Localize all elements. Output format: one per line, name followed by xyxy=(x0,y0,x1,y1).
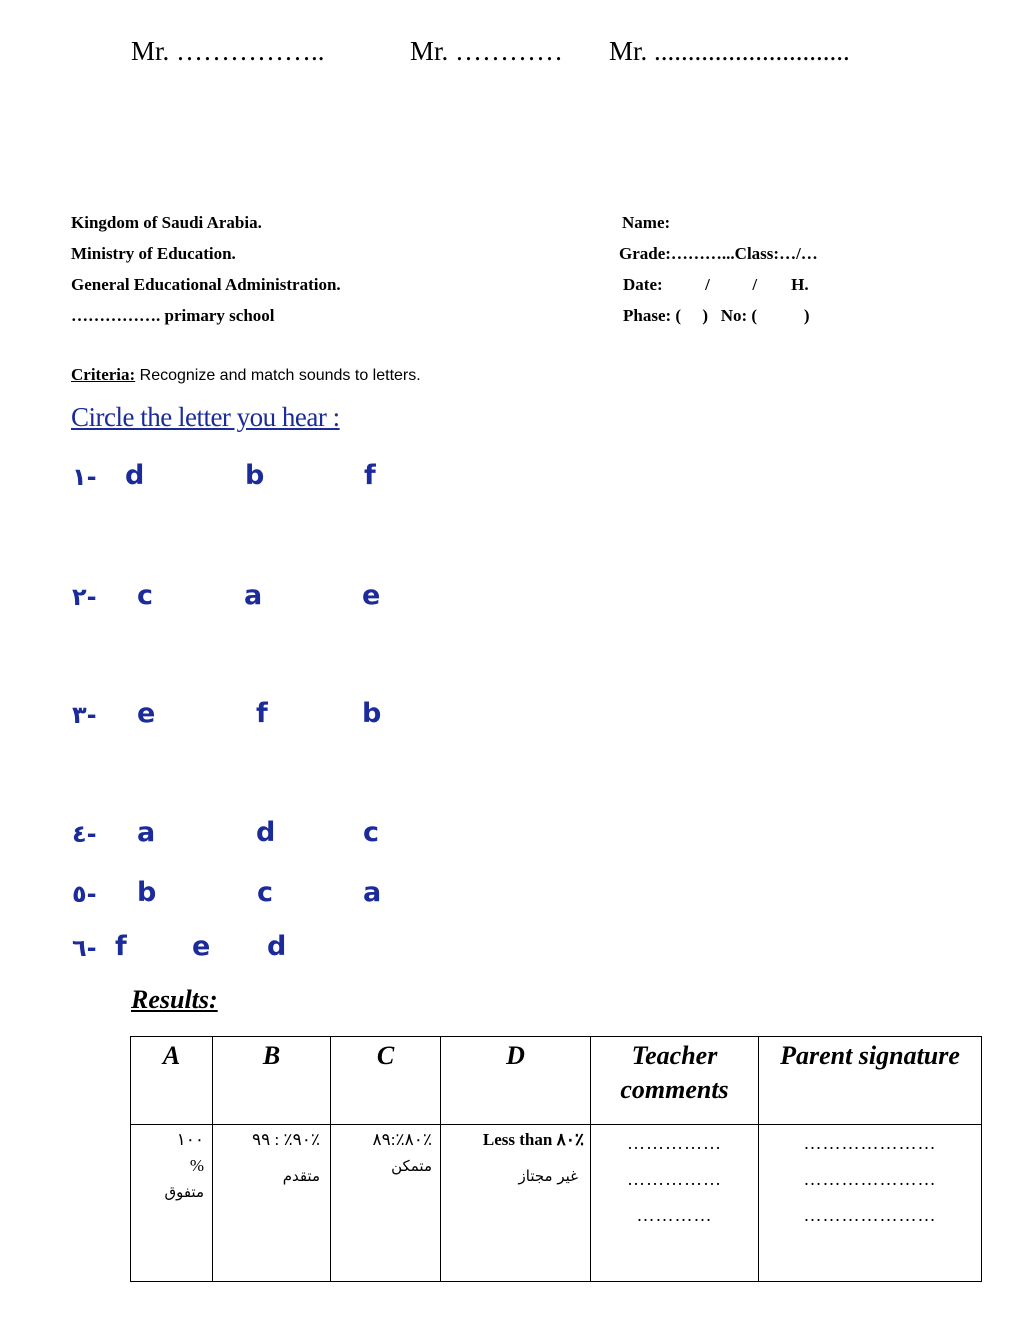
header-c: C xyxy=(331,1037,441,1125)
grade-a-value: ١٠٠ xyxy=(176,1130,204,1149)
header-teacher-comments: Teacher comments xyxy=(591,1037,759,1125)
name-field: Name: xyxy=(622,213,671,232)
grade-b-label: متقدم xyxy=(282,1167,320,1185)
q2-option-2[interactable]: a xyxy=(244,580,263,611)
grade-b-cell xyxy=(213,1125,331,1282)
results-header-row xyxy=(131,1037,982,1125)
q3-option-3[interactable]: b xyxy=(362,698,382,729)
question-number-2: ٢- xyxy=(72,583,97,611)
grade-d-cell xyxy=(441,1125,591,1282)
q1-option-1[interactable]: d xyxy=(125,460,145,491)
grade-a-cell xyxy=(131,1125,213,1282)
question-number-6: ٦- xyxy=(72,934,97,962)
criteria-label: Criteria: xyxy=(71,365,136,384)
grade-b-range: ٩٠٪ : ٩٩٪ xyxy=(251,1130,320,1149)
q6-option-3[interactable]: d xyxy=(267,931,287,962)
parent-signature-line-3: ………………… xyxy=(803,1205,937,1225)
header-ministry: Ministry of Education. xyxy=(71,244,236,263)
parent-signature-cell[interactable] xyxy=(759,1125,982,1282)
q5-option-2[interactable]: c xyxy=(257,877,274,908)
signature-1: Mr. …………….. xyxy=(131,36,325,66)
question-number-1: ١- xyxy=(72,463,97,491)
q4-option-1[interactable]: a xyxy=(137,817,156,848)
q3-option-1[interactable]: e xyxy=(137,698,156,729)
grade-c-label: متمكن xyxy=(391,1157,432,1175)
grade-a-label: متفوق xyxy=(164,1183,204,1201)
header-d: D xyxy=(441,1037,591,1125)
parent-signature-line-1: ………………… xyxy=(803,1133,937,1153)
question-number-3: ٣- xyxy=(72,701,97,729)
teacher-comments-line-2: …………… xyxy=(627,1169,722,1189)
q5-option-1[interactable]: b xyxy=(137,877,157,908)
results-values-row xyxy=(131,1125,982,1282)
header-administration: General Educational Administration. xyxy=(71,275,341,294)
q2-option-1[interactable]: c xyxy=(137,580,154,611)
q1-option-3[interactable]: f xyxy=(364,460,376,491)
q5-option-3[interactable]: a xyxy=(363,877,382,908)
question-number-4: ٤- xyxy=(72,820,97,848)
criteria xyxy=(71,365,421,385)
teacher-comments-cell[interactable] xyxy=(591,1125,759,1282)
grade-c-range: ٨٠٪:٨٩٪ xyxy=(372,1130,432,1149)
header-school: ……………. primary school xyxy=(71,306,275,325)
header-parent-signature: Parent signature xyxy=(759,1037,982,1125)
results-title: Results: xyxy=(131,985,218,1014)
q4-option-2[interactable]: d xyxy=(256,817,276,848)
header-a: A xyxy=(131,1037,213,1125)
header-kingdom: Kingdom of Saudi Arabia. xyxy=(71,213,262,232)
header-b: B xyxy=(213,1037,331,1125)
teacher-comments-line-1: …………… xyxy=(627,1133,722,1153)
parent-signature-line-2: ………………… xyxy=(803,1169,937,1189)
signature-3: Mr. ............................. xyxy=(609,36,850,66)
signature-2: Mr. ………… xyxy=(410,36,564,66)
question-number-5: ٥- xyxy=(72,880,97,908)
grade-class-field: Grade:………...Class:…/… xyxy=(619,244,818,263)
grade-d-label: غير مجتاز xyxy=(518,1167,578,1185)
q6-option-1[interactable]: f xyxy=(115,931,127,962)
q4-option-3[interactable]: c xyxy=(363,817,380,848)
q3-option-2[interactable]: f xyxy=(256,698,268,729)
grade-a-percent: % xyxy=(189,1156,204,1175)
q1-option-2[interactable]: b xyxy=(245,460,265,491)
instruction-heading: Circle the letter you hear : xyxy=(71,402,340,432)
criteria-text: Recognize and match sounds to letters. xyxy=(135,367,421,384)
q6-option-2[interactable]: e xyxy=(192,931,211,962)
grade-c-cell xyxy=(331,1125,441,1282)
date-field: Date: / / H. xyxy=(623,275,809,294)
grade-d-range: Less than ٨٠٪ xyxy=(482,1130,584,1149)
phase-no-field: Phase: ( ) No: ( ) xyxy=(623,306,810,325)
results-table xyxy=(130,1036,982,1282)
q2-option-3[interactable]: e xyxy=(362,580,381,611)
teacher-comments-line-3: ………… xyxy=(636,1205,713,1225)
